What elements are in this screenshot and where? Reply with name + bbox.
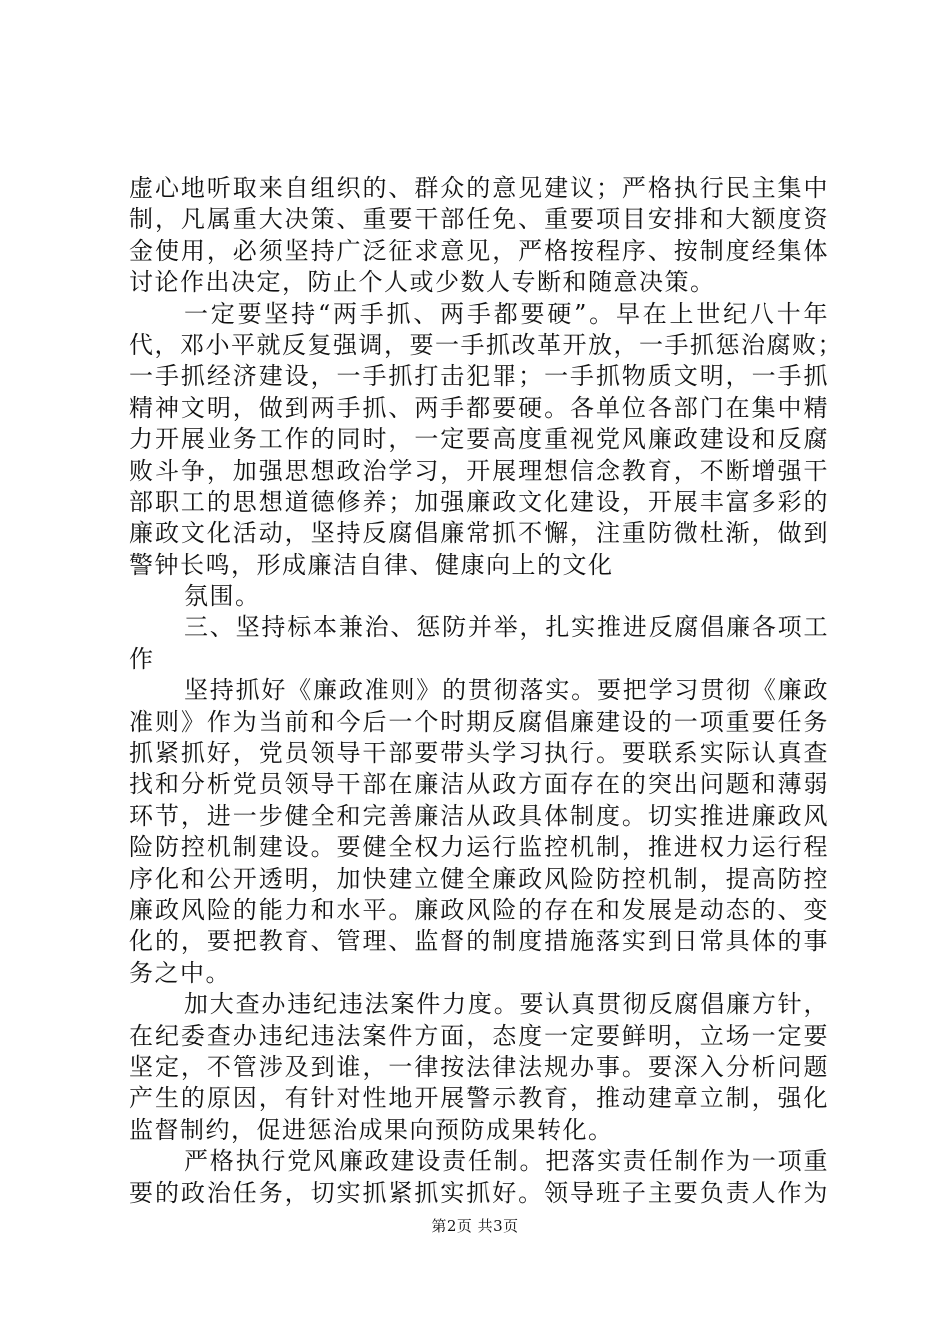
text-line: 产生的原因，有针对性地开展警示教育，推动建章立制，强化	[129, 1084, 829, 1113]
text-line: 虚心地听取来自组织的、群众的意见建议；严格执行民主集中	[129, 174, 829, 202]
text-line: 加大查办违纪违法案件力度。要认真贯彻反腐倡廉方针，	[184, 990, 829, 1019]
text-line: 监督制约，促进惩治成果向预防成果转化。	[129, 1115, 614, 1144]
text-line: 败斗争，加强思想政治学习，开展理想信念教育，不断增强干	[129, 456, 829, 485]
text-line: 部职工的思想道德修养；加强廉政文化建设，开展丰富多彩的	[129, 487, 829, 516]
text-line: 环节，进一步健全和完善廉洁从政具体制度。切实推进廉政风	[129, 801, 829, 830]
text-line: 抓紧抓好，党员领导干部要带头学习执行。要联系实际认真查	[129, 739, 829, 768]
document-body	[129, 173, 843, 1209]
text-line: 务之中。	[129, 958, 231, 987]
text-line: 作	[129, 644, 155, 673]
text-line: 坚持抓好《廉政准则》的贯彻落实。要把学习贯彻《廉政	[184, 676, 829, 705]
text-line: 讨论作出决定，防止个人或少数人专断和随意决策。	[129, 268, 716, 297]
text-line: 三、坚持标本兼治、惩防并举，扎实推进反腐倡廉各项工	[184, 613, 829, 642]
text-line: 精神文明，做到两手抓、两手都要硬。各单位各部门在集中精	[129, 393, 829, 422]
text-line: 严格执行党风廉政建设责任制。把落实责任制作为一项重	[184, 1147, 829, 1176]
text-line: 一定要坚持“两手抓、两手都要硬”。早在上世纪八十年	[184, 299, 829, 328]
text-line: 金使用，必须坚持广泛征求意见，严格按程序、按制度经集体	[129, 236, 829, 265]
text-line: 警钟长鸣，形成廉洁自律、健康向上的文化	[129, 550, 614, 579]
text-line: 氛围。	[184, 582, 261, 611]
text-line: 要的政治任务，切实抓紧抓实抓好。领导班子主要负责人作为	[129, 1178, 829, 1207]
text-line: 化的，要把教育、管理、监督的制度措施落实到日常具体的事	[129, 927, 829, 956]
text-line: 力开展业务工作的同时，一定要高度重视党风廉政建设和反腐	[129, 425, 829, 454]
text-line: 一手抓经济建设，一手抓打击犯罪；一手抓物质文明，一手抓	[129, 362, 829, 391]
text-line: 序化和公开透明，加快建立健全廉政风险防控机制，提高防控	[129, 864, 829, 893]
page-footer: 第2页 共3页	[431, 1217, 519, 1235]
text-line: 准则》作为当前和今后一个时期反腐倡廉建设的一项重要任务	[129, 707, 829, 736]
text-line: 廉政风险的能力和水平。廉政风险的存在和发展是动态的、变	[129, 895, 829, 924]
text-line: 廉政文化活动，坚持反腐倡廉常抓不懈，注重防微杜渐，做到	[129, 519, 829, 548]
text-line: 在纪委查办违纪违法案件方面，态度一定要鲜明，立场一定要	[129, 1021, 829, 1050]
text-line: 制，凡属重大决策、重要干部任免、重要项目安排和大额度资	[129, 205, 829, 234]
text-line: 代，邓小平就反复强调，要一手抓改革开放，一手抓惩治腐败；	[129, 330, 843, 359]
text-line: 找和分析党员领导干部在廉洁从政方面存在的突出问题和薄弱	[129, 770, 829, 799]
text-line: 坚定，不管涉及到谁，一律按法律法规办事。要深入分析问题	[129, 1052, 829, 1081]
text-line: 险防控机制建设。要健全权力运行监控机制，推进权力运行程	[129, 833, 829, 862]
